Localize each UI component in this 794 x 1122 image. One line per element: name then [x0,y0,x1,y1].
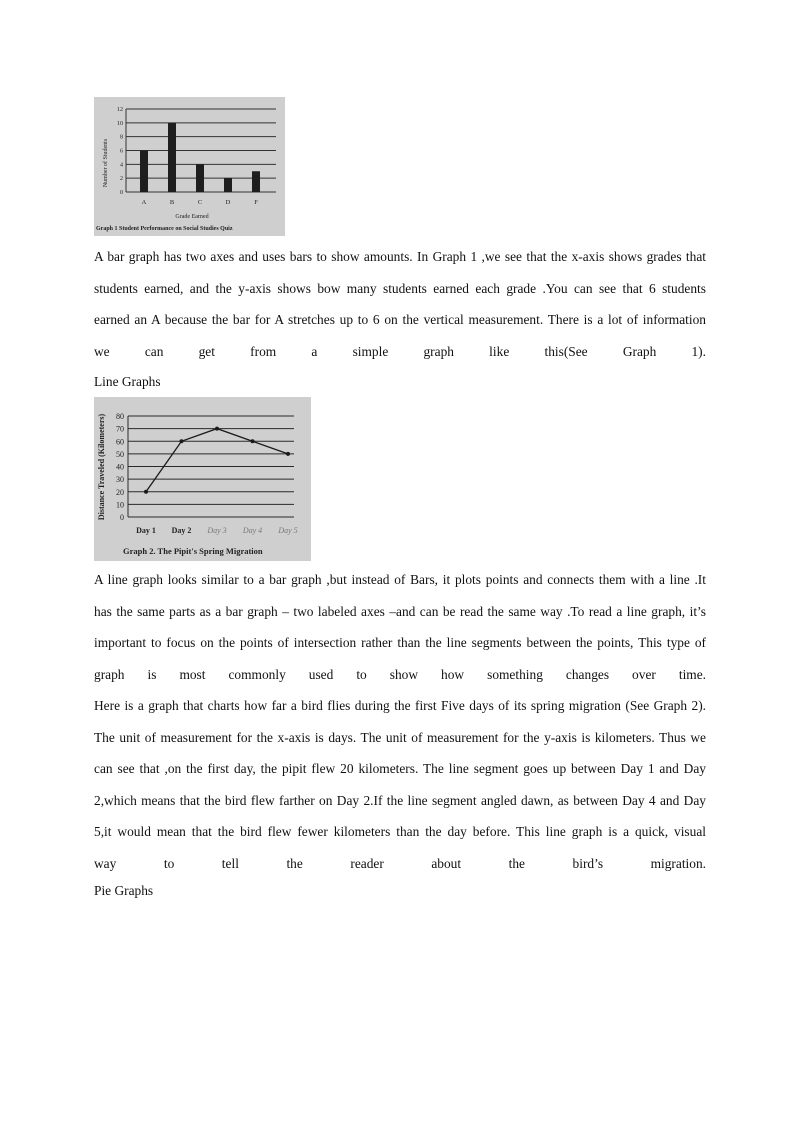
line-graph-y-axis-label: Distance Traveled (Kilometers) [97,413,106,521]
bar-graph [94,97,285,236]
line-graph-x-tick-label: Day 3 [207,526,227,535]
text-line: earned an A because the bar for A stretches up to 6 on the vertical measurement. There is a lot of information [94,312,706,327]
line-graph-x-tick-label: Day 5 [278,526,298,535]
bar-graph-x-axis-label: Grade Earned [175,214,209,220]
text-line: 2,which means that the bird flew farther on Day 2.If the line segment angled dawn, as between Day 4 and Day [94,792,706,808]
bar-graph-y-tick-label: 10 [117,120,123,127]
line-graph-x-tick-label: Day 2 [171,526,192,535]
bar-graph-y-axis-label: Number of Students [103,138,109,188]
line-graph-x-tick-label: Day 4 [242,526,263,535]
line-graph-y-tick-label: 60 [116,437,124,447]
line-graph-figure [94,397,311,561]
line-graph-y-tick-label: 20 [116,487,124,497]
text-line: students earned, and the y-axis shows bow many students earned each grade .You can see that 6 students [94,280,706,296]
line-graph-y-tick-label: 10 [116,500,124,510]
text-line: has the same parts as a bar graph – two labeled axes –and can be read the same way .To read a line graph, it’s [94,603,706,619]
bar-graph-y-tick-label: 4 [120,162,123,169]
line-graph-point [215,427,219,431]
line-graph-y-tick-label: 80 [116,412,124,421]
text-line: important to focus on the points of intersection rather than the line segments between the points, This type of [94,635,706,650]
bar-graph-x-tick-label: F [254,199,258,206]
line-graphs-heading: Line Graphs [94,374,161,389]
bar-graph-figure [94,97,285,236]
line-graph-y-tick-label: 30 [116,475,124,485]
bar-graph-y-tick-label: 2 [120,176,123,183]
text-line: The unit of measurement for the x-axis is days. The unit of measurement for the y-axis is kilometers. Thus we [94,729,706,745]
bar-graph-x-tick-label: D [225,199,231,206]
line-graph-point [286,452,290,456]
bar-C [196,164,204,192]
text-line: A bar graph has two axes and uses bars to show amounts. In Graph 1 ,we see that the x-axis shows grades that [94,249,706,264]
text-line: A line graph looks similar to a bar graph ,but instead of Bars, it plots points and connects them with a line .It [94,572,706,587]
line-graph-point [144,490,148,494]
line-graph-y-tick-label: 0 [120,513,124,522]
bar-F [252,171,260,192]
text-line: 5,it would mean that the bird flew fewer kilometers than the day before. This line graph is a quick, visual [94,824,706,839]
line-graph-caption: Graph 2. The Pipit's Spring Migration [123,546,263,556]
migration-paragraph [94,690,706,879]
pie-graphs-heading: Pie Graphs [94,883,154,898]
bar-A [140,151,148,193]
bar-graph-y-tick-label: 6 [120,148,123,155]
text-line: Here is a graph that charts how far a bird flies during the first Five days of its spring migration (See Graph 2). [94,698,706,713]
line-graph-series [146,429,288,492]
bar-B [168,123,176,192]
bar-D [224,178,232,192]
text-line: we can get from a simple graph like this(See Graph 1). [94,343,706,359]
line-graph-x-tick-label: Day 1 [136,526,156,535]
line-graph-point [251,439,255,443]
bar-graph-x-tick-label: B [169,199,175,206]
bar-graph-y-tick-label: 12 [117,107,123,113]
line-graph-y-tick-label: 70 [116,424,124,434]
bar-graph-x-tick-label: C [197,199,203,206]
line-graph-paragraph [94,564,706,690]
bar-graph-caption: Graph 1 Student Performance on Social Studies Quiz [96,226,233,232]
line-graph [94,397,311,561]
text-line: can see that ,on the first day, the pipit flew 20 kilometers. The line segment goes up between Day 1 and Day [94,761,706,776]
bar-graph-paragraph [94,241,706,367]
line-graph-point [180,439,184,443]
line-graph-y-tick-label: 50 [116,449,124,459]
bar-graph-x-tick-label: A [141,199,147,206]
bar-graph-y-tick-label: 8 [120,134,123,141]
text-line: graph is most commonly used to show how something changes over time. [94,666,706,682]
text-line: way to tell the reader about the bird’s migration. [94,855,706,871]
line-graph-y-tick-label: 40 [116,462,124,472]
bar-graph-y-tick-label: 0 [120,190,123,196]
